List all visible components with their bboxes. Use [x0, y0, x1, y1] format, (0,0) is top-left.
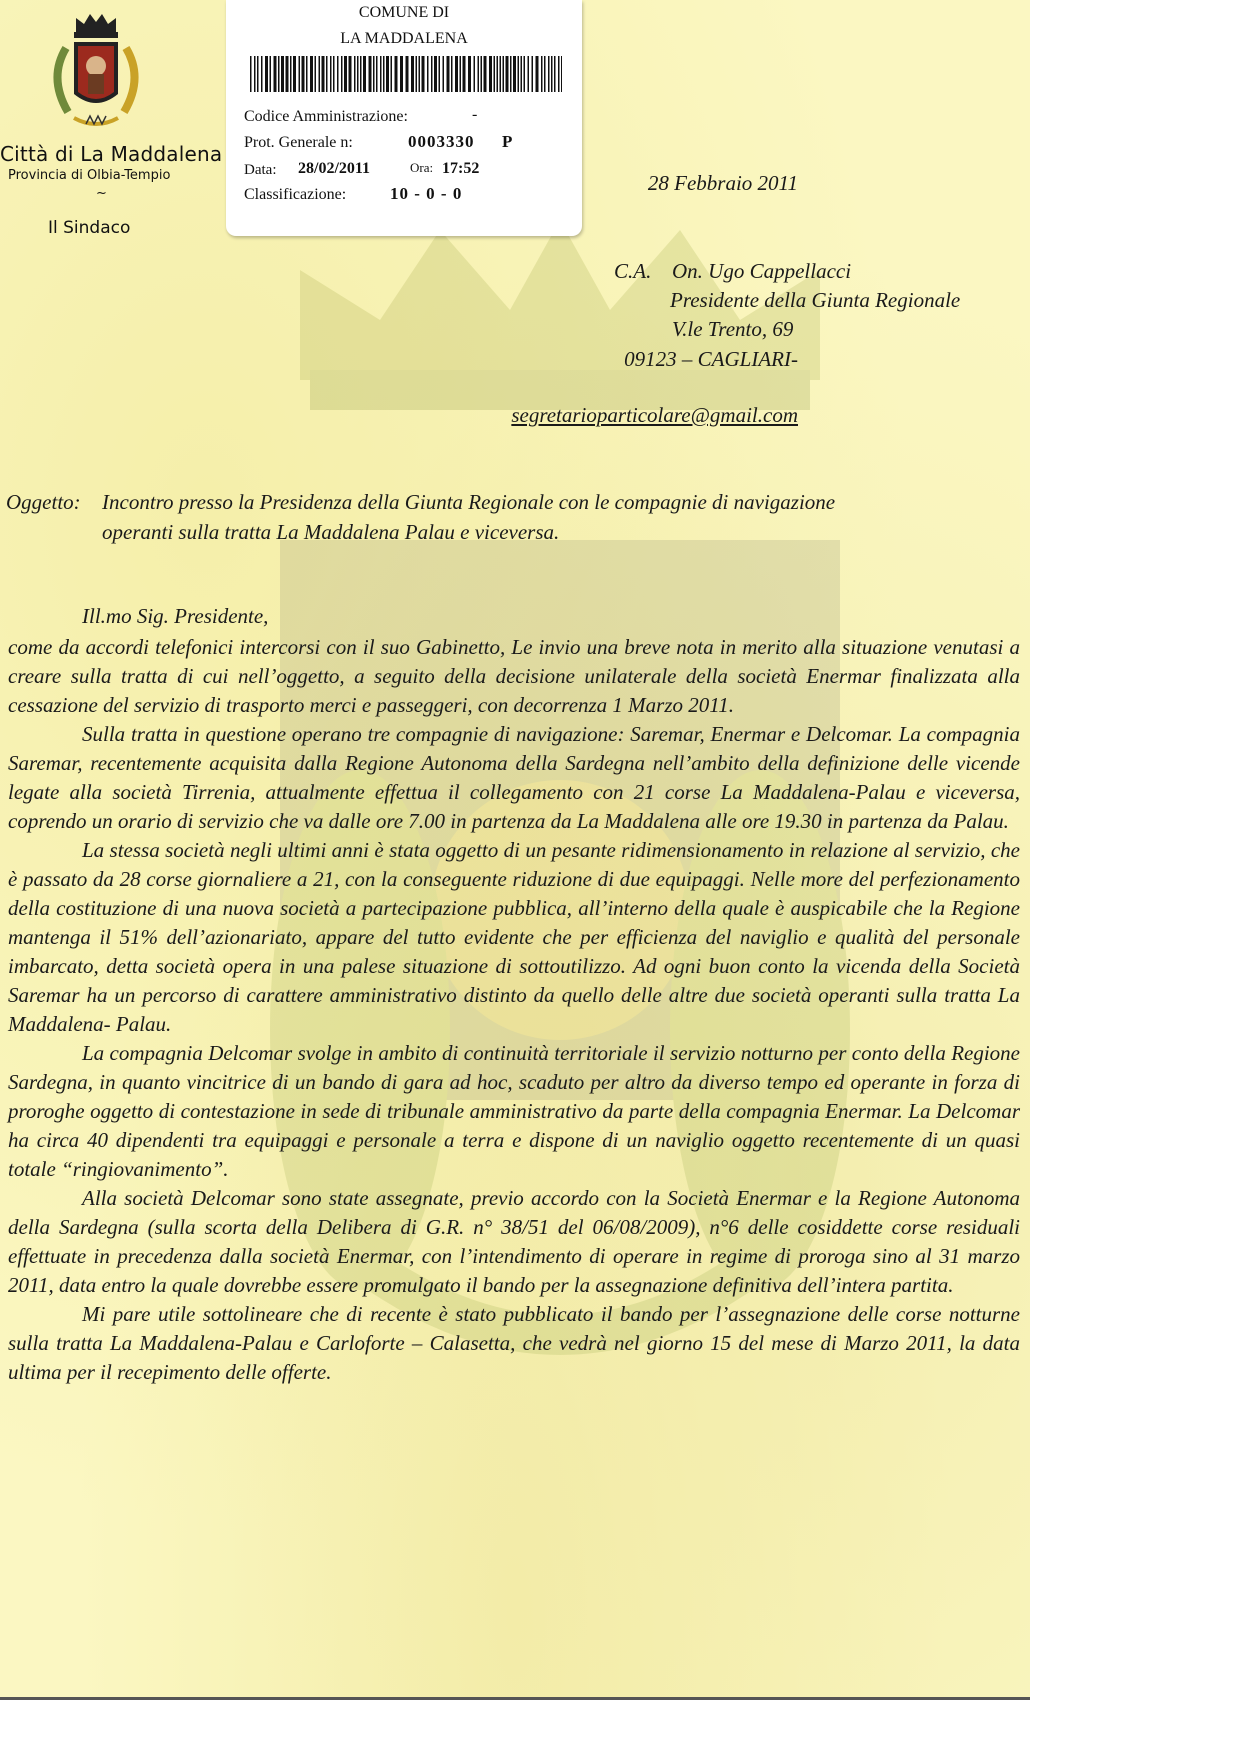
subject-line-2: operanti sulla tratta La Maddalena Palau e viceversa.: [102, 520, 560, 544]
protocol-stamp: [226, 0, 582, 236]
stamp-header-line2: LA MADDALENA: [340, 30, 468, 47]
letter-body: [8, 604, 1020, 1387]
letterhead-separator: ~: [96, 186, 107, 201]
stamp-codice-label: Codice Amministrazione:: [244, 108, 408, 125]
letterhead-city: Città di La Maddalena: [0, 142, 223, 166]
stamp-time-value: 17:52: [442, 160, 480, 177]
stamp-protocol-suffix: P: [502, 132, 513, 151]
paragraph-2: Sulla tratta in questione operano tre compagnie di navigazione: Saremar, Enermar e Delcomar. La compagnia Saremar, recentemente acquisita dalla Regione Autonoma della Sardegna nell’ambito della definizione delle vicende legate alla società Tirrenia, attualmente effettua il collegamento con 21 corse La Maddalena-Palau e viceversa, coprendo un orario di servizio che va dalle ore 7.00 in partenza da La Maddalena alle ore 19.30 in partenza da Palau.: [8, 722, 1020, 833]
stamp-date-value: 28/02/2011: [298, 160, 371, 177]
recipient-street: V.le Trento, 69: [672, 317, 794, 341]
paragraph-1: come da accordi telefonici intercorsi con il suo Gabinetto, Le invio una breve nota in merito alla situazione venutasi a creare sulla tratta di cui nell’oggetto, a seguito della decisione unilaterale della società Enermar finalizzata alla cessazione del servizio di trasporto merci e passeggeri, con decorrenza 1 Marzo 2011.: [8, 635, 1020, 717]
letter-date: 28 Febbraio 2011: [647, 171, 798, 195]
paragraph-3: La stessa società negli ultimi anni è stata oggetto di un pesante ridimensionamento in relazione al servizio, che è passato da 28 corse giornaliere a 21, con la conseguente riduzione di due equipaggi. Nelle more del perfezionamento della costituzione di una nuova società a partecipazione pubblica, all’interno della quale è auspicabile che la Regione mantenga il 51% dell’azionariato, appare del tutto evidente che per efficienza del naviglio e qualità del personale imbarcato, detta società opera in una palese situazione di sottoutilizzo. Ad ogni buon conto la vicenda della Società Saremar ha un percorso di carattere amministrativo distinto da quello delle altre due società operanti sulla tratta La Maddalena- Palau.: [8, 838, 1020, 1036]
stamp-header-line1: COMUNE DI: [358, 4, 450, 21]
recipient-name: On. Ugo Cappellacci: [672, 259, 852, 283]
stamp-codice-value: -: [472, 106, 478, 123]
paragraph-6: Mi pare utile sottolineare che di recente è stato pubblicato il bando per l’assegnazione delle corse notturne sulla tratta La Maddalena-Palau e Carloforte – Calasetta, che vedrà nel giorno 15 del mese di Marzo 2011, la data ultima per il recepimento delle offerte.: [8, 1302, 1020, 1384]
stamp-time-label: Ora:: [410, 160, 434, 175]
recipient-attention: C.A.: [614, 259, 652, 283]
subject-label: Oggetto:: [6, 490, 81, 514]
city-crest-icon: [44, 8, 148, 136]
paragraph-4: La compagnia Delcomar svolge in ambito di continuità territoriale il servizio notturno per conto della Regione Sardegna, in quanto vincitrice di un bando di gara ad hoc, scaduto per altro da diverso tempo ed operante in forza di proroghe oggetto di contestazione in sede di tribunale amministrativo da parte della compagnia Enermar. La Delcomar ha circa 40 dipendenti tra equipaggi e personale a terra e dispone di un naviglio oggetto recentemente di un quasi totale “ringiovanimento”.: [8, 1041, 1020, 1181]
letterhead-office: Il Sindaco: [48, 218, 131, 238]
stamp-protocol-number: 0003330: [408, 132, 475, 151]
paragraph-5: Alla società Delcomar sono state assegnate, previo accordo con la Società Enermar e la Regione Autonoma della Sardegna (sulla scorta della Delibera di G.R. n° 38/51 del 06/08/2009), n°6 delle cosiddette corse residuali effettuate in precedenza dalla società Enermar, con l’intendimento di operare in regime di proroga sino al 31 marzo 2011, data entro la quale dovrebbe essere promulgato il bando per la assegnazione definitiva dell’intera partita.: [8, 1186, 1020, 1297]
stamp-protocol-label: Prot. Generale n:: [244, 134, 353, 151]
recipient-city: 09123 – CAGLIARI-: [624, 347, 798, 371]
page-bottom-edge: [0, 1697, 1030, 1700]
subject-line-1: Incontro presso la Presidenza della Giunta Regionale con le compagnie di navigazione: [102, 490, 836, 514]
stamp-date-label: Data:: [244, 162, 277, 178]
recipient-email: segretarioparticolare@gmail.com: [511, 403, 798, 427]
barcode-icon: [250, 56, 562, 92]
salutation: Ill.mo Sig. Presidente,: [82, 604, 269, 628]
letterhead-province: Provincia di Olbia-Tempio: [8, 168, 171, 183]
stamp-classification-value: 10 - 0 - 0: [390, 184, 463, 203]
stamp-classification-label: Classificazione:: [244, 186, 347, 203]
recipient-title: Presidente della Giunta Regionale: [670, 288, 961, 312]
